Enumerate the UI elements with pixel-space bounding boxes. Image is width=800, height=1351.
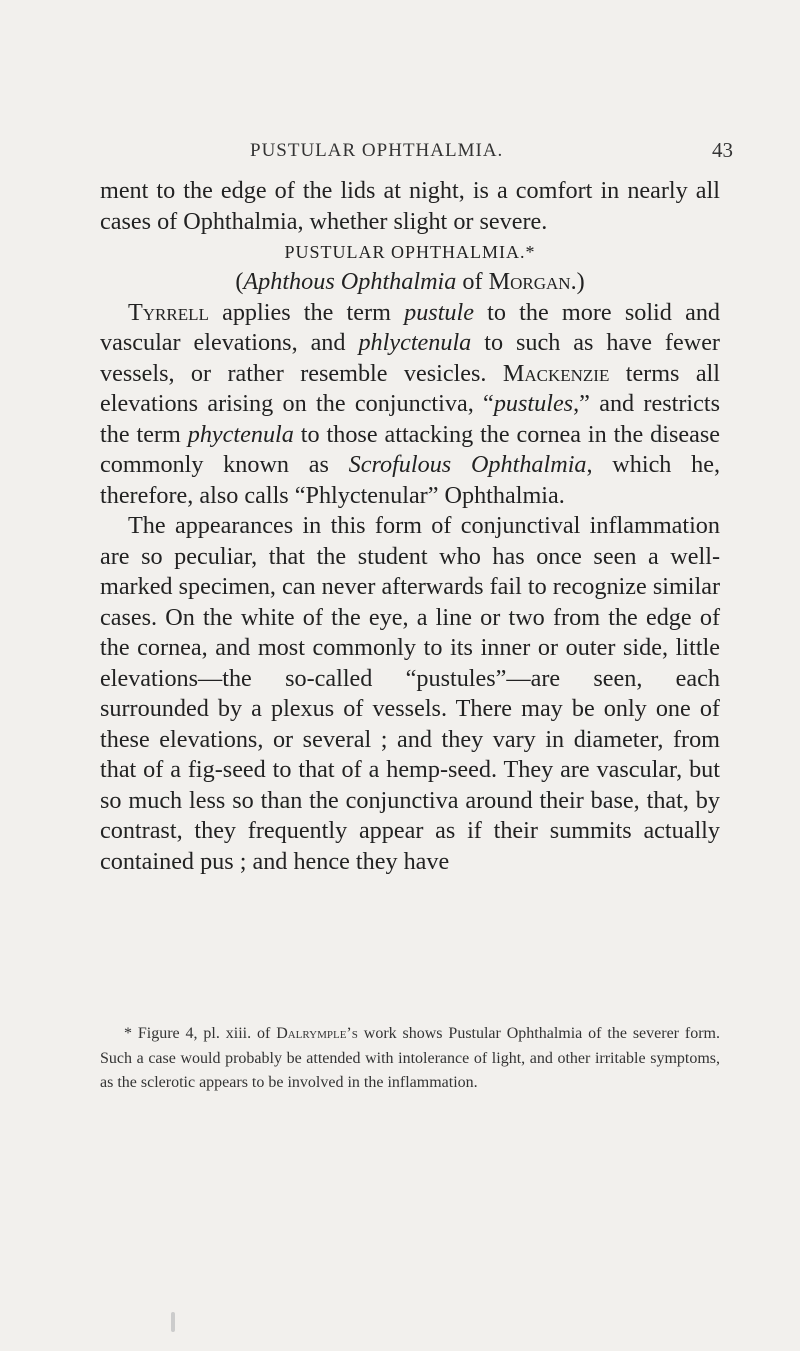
p1-text-a: applies the term: [208, 298, 405, 326]
running-title: PUSTULAR OPHTHALMIA.: [250, 140, 504, 161]
p1-text-d: terms all elevations arising on the conjunctiva, “: [100, 359, 720, 417]
term-pustules: pustules: [493, 390, 574, 417]
sub-of: of: [456, 268, 489, 295]
body-text: [100, 176, 720, 877]
footnote: [100, 1022, 720, 1096]
sub-name: Morgan: [488, 268, 571, 295]
author-tyrrell: Tyrrell: [128, 298, 209, 326]
page-number: 43: [712, 138, 733, 162]
p1-text-b: to the more solid and vascular elevations, and: [100, 298, 721, 356]
p1-text-c: to such as have fewer vessels, or rather resemble vesicles.: [100, 329, 720, 387]
intro-paragraph: ment to the edge of the lids at night, is a comfort in nearly all cases of Ophthalmia, whether slight or severe.: [100, 177, 720, 235]
p1-text-e: ,” and restricts the term: [100, 390, 721, 448]
sub-open: (: [235, 268, 244, 295]
paragraph-1: [100, 298, 720, 512]
section-heading: PUSTULAR OPHTHALMIA.*: [284, 242, 536, 262]
author-mackenzie: Mackenzie: [502, 359, 610, 387]
term-phlyctenula: phlyctenula: [358, 329, 472, 356]
term-pustule: pustule: [404, 298, 474, 326]
p1-text-g: , which he, therefore, also calls “Phlyctenular” Ophthalmia.: [100, 451, 721, 509]
paper-speck: [171, 1312, 175, 1332]
footnote-text-b: work shows Pustular Ophthalmia of the severer form. Such a case would probably be attended with intolerance of light, and other irritable symptoms, as the sclerotic appears to be involved in the inflammation.: [100, 1025, 720, 1091]
author-dalrymple: Dalrymple’s: [276, 1025, 358, 1042]
footnote-text: [100, 1022, 720, 1096]
section-subheading: [100, 267, 720, 298]
sub-close: .): [570, 268, 585, 295]
running-head: [0, 140, 800, 170]
p1-text-f: to those attacking the cornea in the disease commonly known as: [100, 420, 720, 478]
paragraph-2: The appearances in this form of conjunctival inflammation are so peculiar, that the student who has once seen a well-marked specimen, can never afterwards fail to recognize similar cases. On the white of the eye, a line or two from the edge of the cornea, and most commonly to its inner or outer side, little elevations—the so-called “pustules”—are seen, each surrounded by a plexus of vessels. There may be only one of these elevations, or several ; and they vary in diameter, from that of a fig-seed to that of a hemp-seed. They are vascular, but so much less so than the conjunctiva around their base, that, by contrast, they frequently appear as if their summits actually contained pus ; and hence they have: [100, 512, 720, 875]
term-phyctenula: phyctenula: [187, 420, 294, 448]
term-scrofulous-ophthalmia: Scrofulous Ophthalmia: [348, 451, 587, 478]
sub-italic: Aphthous Ophthalmia: [243, 268, 457, 295]
footnote-text-a: * Figure 4, pl. xiii. of: [124, 1025, 277, 1042]
